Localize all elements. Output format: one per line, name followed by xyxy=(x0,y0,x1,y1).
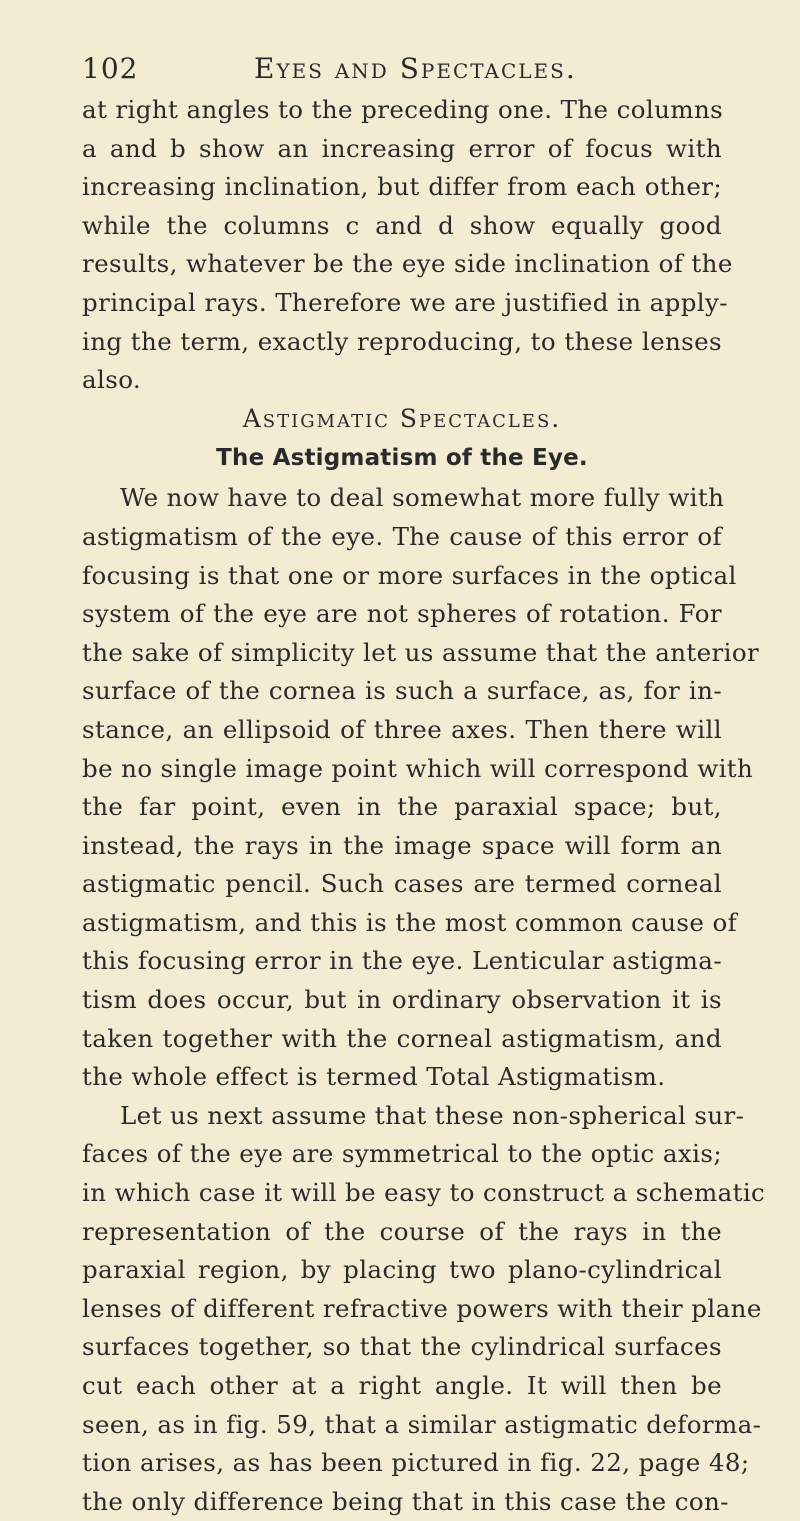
text-line: at right angles to the preceding one. The columns xyxy=(82,95,724,124)
text-line: cut each other at a right angle. It will then be xyxy=(82,1371,722,1400)
text-line: the only difference being that in this case the con- xyxy=(82,1486,729,1516)
text-line: the far point, even in the paraxial space; but, xyxy=(82,792,722,822)
running-title: Eyes and Spectacles. xyxy=(254,52,577,85)
text-line: astigmatic pencil. Such cases are termed corneal xyxy=(82,869,722,899)
text-line: ing the term, exactly reproducing, to these lenses xyxy=(82,326,722,356)
section-heading: Astigmatic Spectacles. xyxy=(242,403,562,433)
text-line: system of the eye are not spheres of rotation. For xyxy=(82,599,722,629)
text-line: instead, the rays in the image space will form an xyxy=(82,830,722,860)
text-line: Let us next assume that these non-spherical sur- xyxy=(120,1100,745,1130)
text-line: be no single image point which will correspond with xyxy=(82,753,754,783)
text-line: this focusing error in the eye. Lenticular astigma- xyxy=(82,946,722,976)
paragraph-continued xyxy=(82,91,733,400)
text-line: the sake of simplicity let us assume that the anterior xyxy=(82,637,760,667)
paragraph-astigmatism xyxy=(82,479,760,1097)
text-line: We now have to deal somewhat more fully with xyxy=(120,483,725,513)
page-body xyxy=(82,91,766,1521)
text-line: tion arises, as has been pictured in fig. 22, page 48; xyxy=(82,1448,750,1478)
text-line: results, whatever be the eye side inclination of the xyxy=(82,249,733,279)
text-line: tism does occur, but in ordinary observation it is xyxy=(82,985,722,1015)
text-line: increasing inclination, but differ from each other; xyxy=(82,172,722,202)
text-line: in which case it will be easy to construct a schematic xyxy=(82,1178,766,1208)
text-line: surfaces together, so that the cylindrical surfaces xyxy=(82,1332,722,1362)
text-line: astigmatism of the eye. The cause of this error of xyxy=(82,521,722,551)
text-line: surface of the cornea is such a surface, as, for in- xyxy=(82,676,722,706)
text-line: lenses of different refractive powers with their plane xyxy=(82,1293,762,1323)
text-line: astigmatism, and this is the most common cause of xyxy=(82,907,738,937)
text-line: paraxial region, by placing two plano-cylindrical xyxy=(82,1255,722,1285)
text-line: also. xyxy=(82,365,142,395)
text-line: principal rays. Therefore we are justified in apply- xyxy=(82,287,728,317)
text-line: seen, as in fig. 59, that a similar astigmatic deforma- xyxy=(82,1409,762,1439)
text-line: a and b show an increasing error of focus with xyxy=(82,133,722,163)
subsection-heading: The Astigmatism of the Eye. xyxy=(216,445,588,472)
text-line: stance, an ellipsoid of three axes. Then there will xyxy=(82,714,722,744)
text-line: taken together with the corneal astigmatism, and xyxy=(82,1023,722,1053)
text-line: focusing is that one or more surfaces in the optical xyxy=(82,560,737,590)
text-line: the whole effect is termed Total Astigmatism. xyxy=(82,1062,666,1092)
text-line: representation of the course of the rays in the xyxy=(82,1216,722,1246)
paragraph-schematic xyxy=(82,1097,766,1521)
page-header xyxy=(82,52,722,92)
text-line: faces of the eye are symmetrical to the optic axis; xyxy=(82,1139,722,1169)
text-line: while the columns c and d show equally good xyxy=(82,210,722,240)
page-number: 102 xyxy=(82,52,139,85)
